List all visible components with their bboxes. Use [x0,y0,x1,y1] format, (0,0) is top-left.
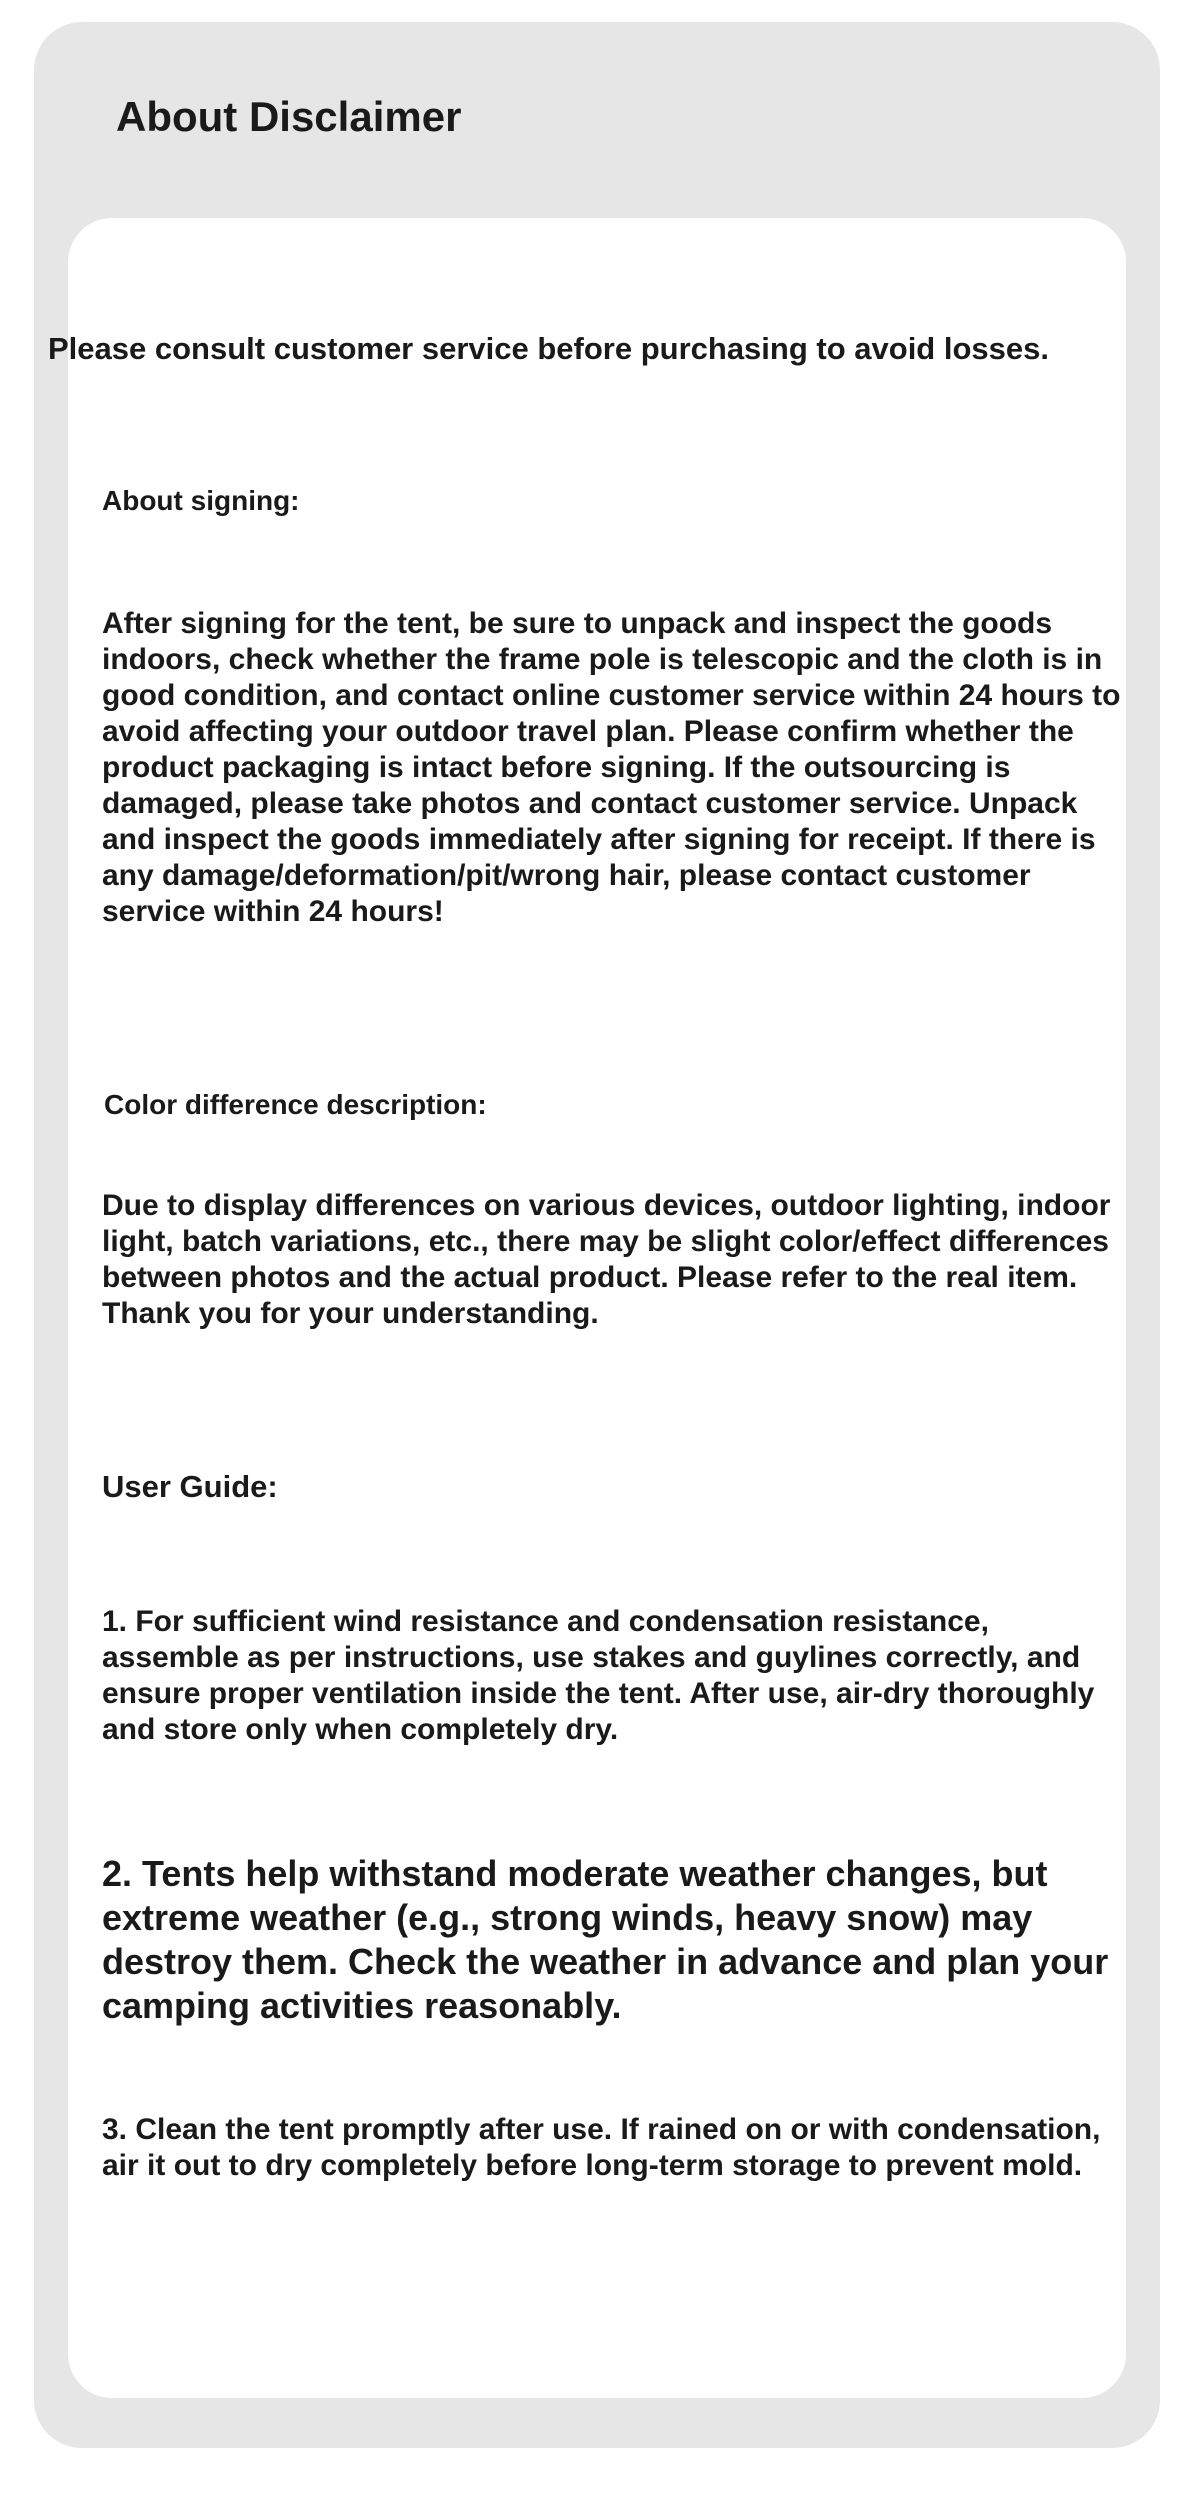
signing-body: After signing for the tent, be sure to unpack and inspect the goods indoors, check whether the frame pole is telescopic and the cloth is in good condition, and contact online customer service within 24 hours to avoid affecting your outdoor travel plan. Please confirm whether the product packaging is intact before signing. If the outsourcing is damaged, please take photos and contact customer service. Unpack and inspect the goods immediately after signing for receipt. If there is any damage/deformation/pit/wrong hair, please contact customer service within 24 hours! [102,607,1121,928]
color-difference-heading: Color difference description: [104,1089,487,1120]
user-guide-heading: User Guide: [102,1469,278,1504]
purchase-notice: Please consult customer service before purchasing to avoid losses. [48,331,1049,366]
user-guide-item-2: 2. Tents help withstand moderate weather changes, but extreme weather (e.g., strong winds, heavy snow) may destroy them. Check the weather in advance and plan your camping activities reasonably. [102,1853,1109,2026]
color-difference-body: Due to display differences on various devices, outdoor lighting, indoor light, batch variations, etc., there may be slight color/effect differences between photos and the actual product. Please refer to the real item. Thank you for your understanding. [102,1189,1111,1330]
signing-heading: About signing: [102,485,300,516]
user-guide-item-3: 3. Clean the tent promptly after use. If rained on or with condensation, air it out to dry completely before long-term storage to prevent mold. [102,2113,1101,2182]
page-title: About Disclaimer [116,93,462,140]
user-guide-item-1: 1. For sufficient wind resistance and condensation resistance, assemble as per instructions, use stakes and guylines correctly, and ensure proper ventilation inside the tent. After use, air-dry thoroughly and store only when completely dry. [102,1605,1095,1746]
